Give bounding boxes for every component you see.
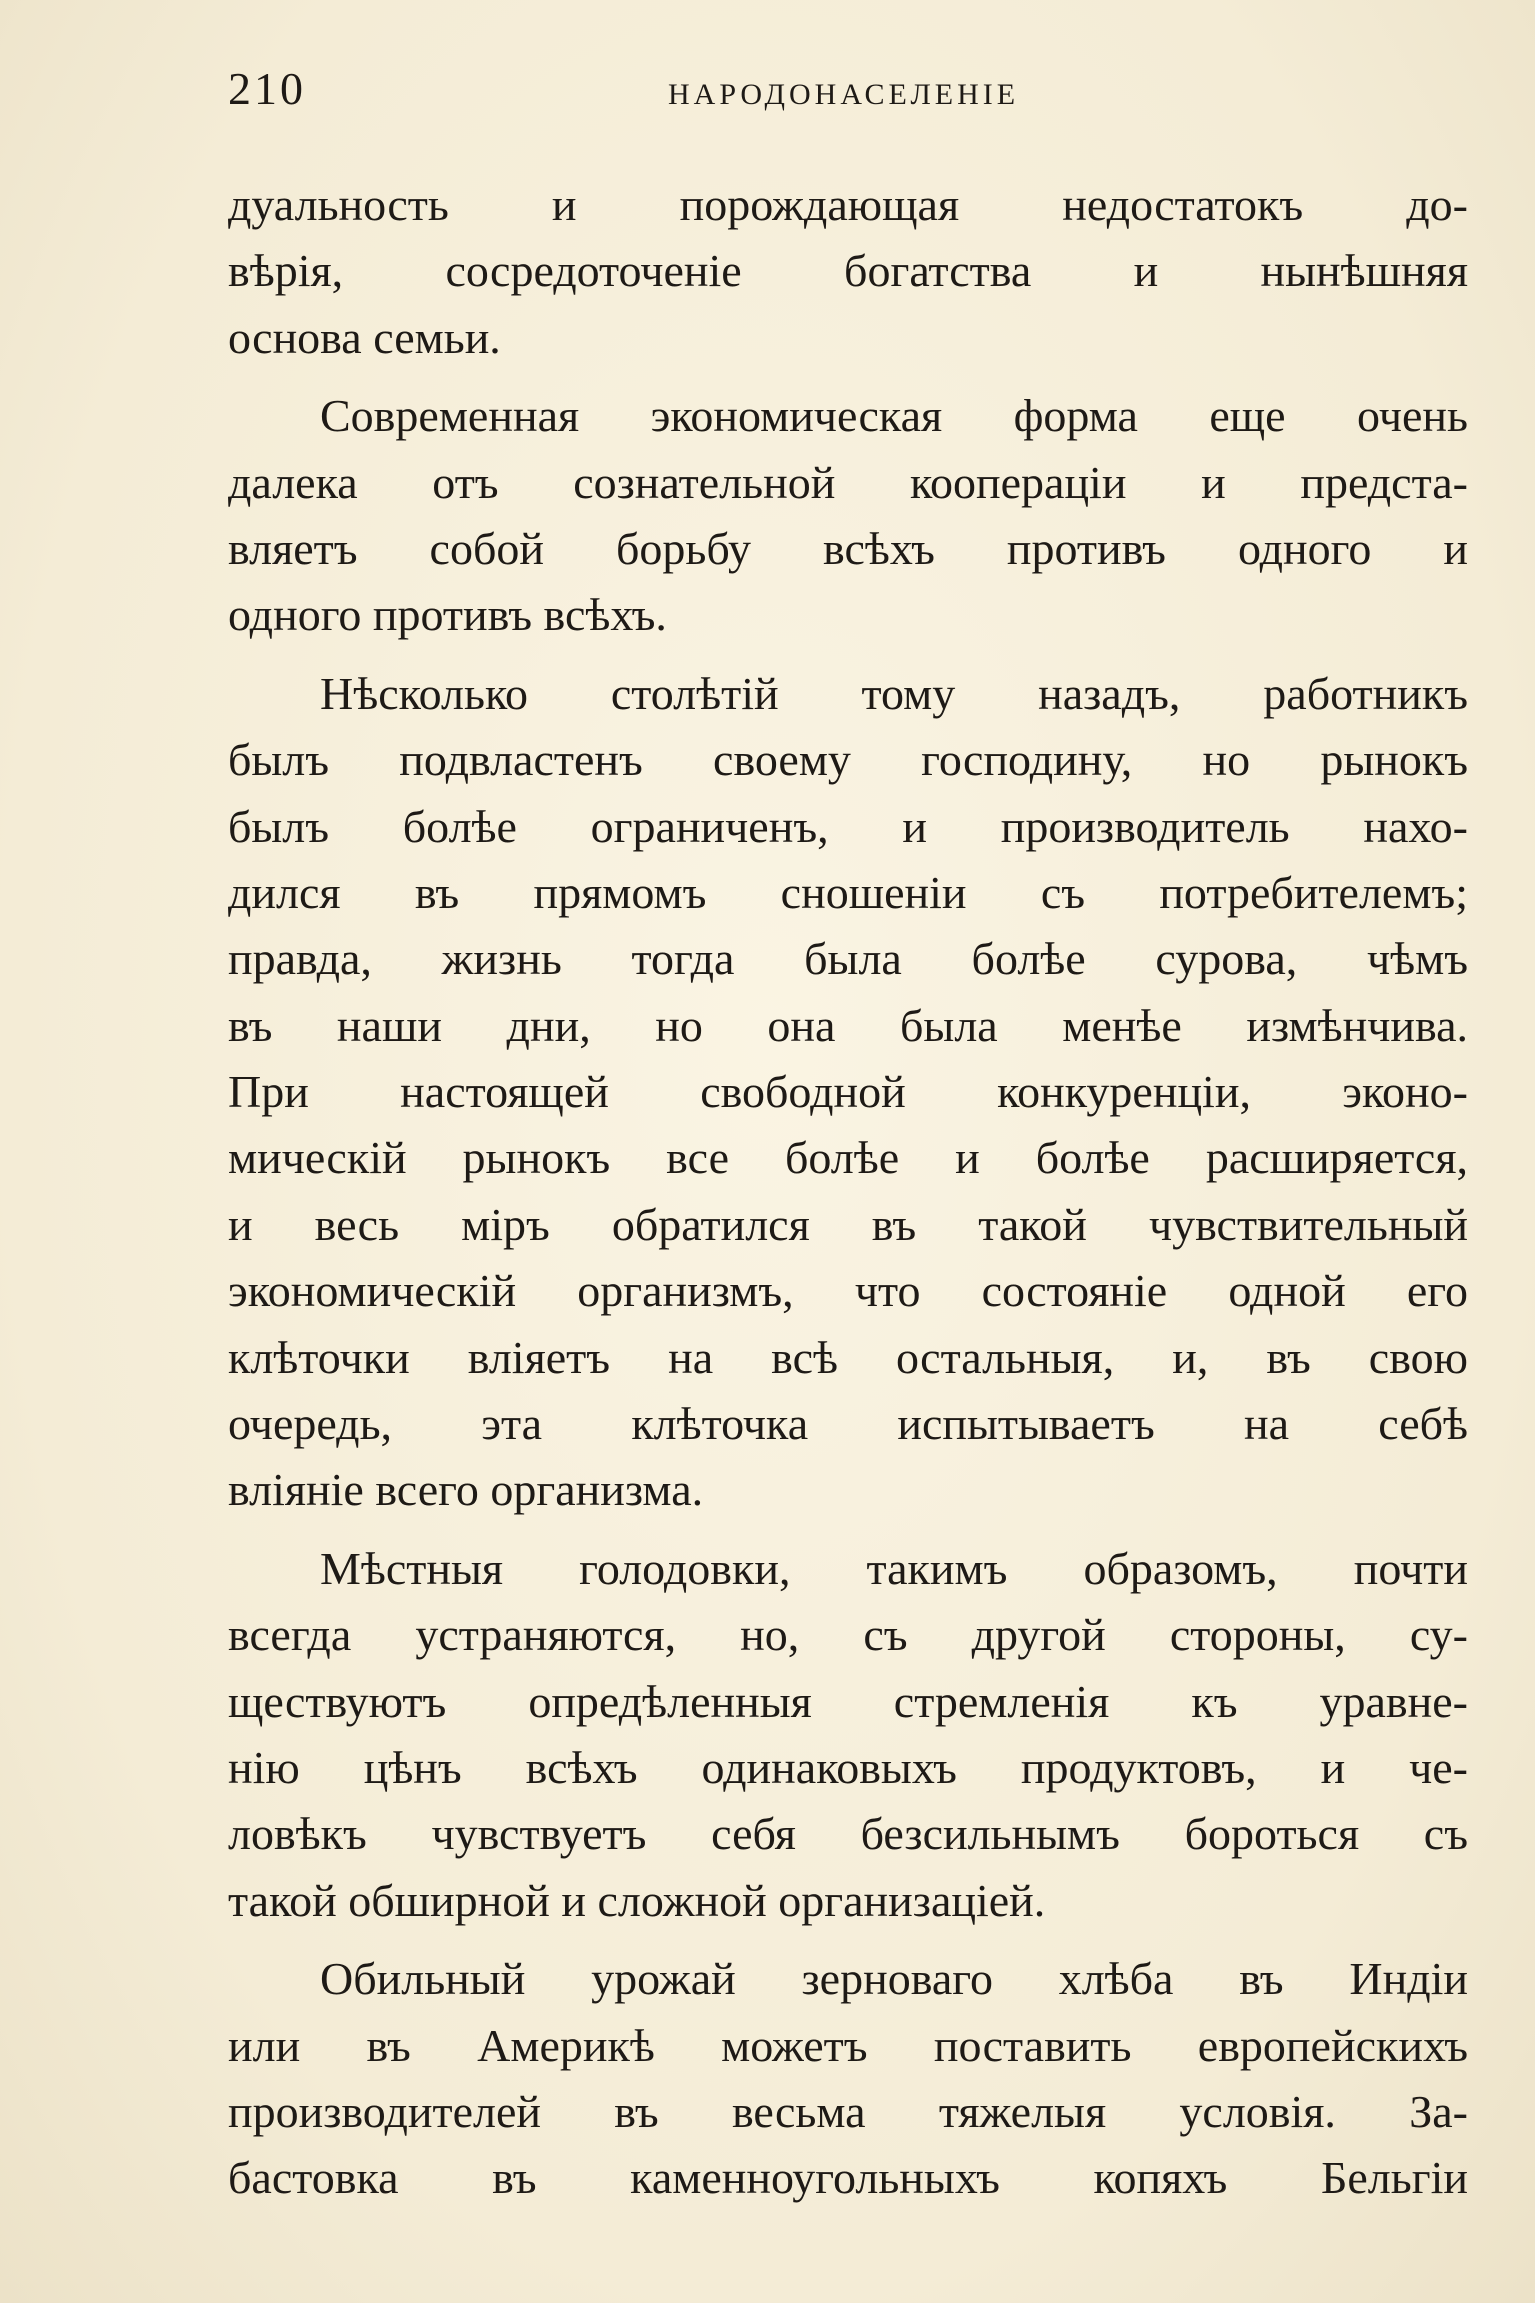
text-line: вѣрія, сосредоточеніе богатства и нынѣшняя xyxy=(228,245,1468,297)
paragraph xyxy=(228,1536,1468,1934)
text-line: нію цѣнъ всѣхъ одинаковыхъ продуктовъ, и че- xyxy=(228,1741,1468,1793)
text-line: Нѣсколько столѣтій тому назадъ, работникъ xyxy=(320,667,1468,719)
text-line: вліяніе всего организма. xyxy=(228,1464,704,1516)
text-line: былъ подвластенъ своему господину, но рынокъ xyxy=(228,734,1468,786)
text-line: или въ Америкѣ можетъ поставить европейскихъ xyxy=(228,2019,1468,2071)
text-line: основа семьи. xyxy=(228,311,501,363)
text-line: Обильный урожай зерноваго хлѣба въ Индіи xyxy=(320,1953,1468,2005)
paragraph xyxy=(228,661,1468,1524)
text-line: очередь, эта клѣточка испытываетъ на себѣ xyxy=(228,1398,1468,1450)
body-text xyxy=(228,172,1468,2252)
text-line: далека отъ сознательной коопераціи и предста- xyxy=(228,456,1468,508)
text-line: одного противъ всѣхъ. xyxy=(228,589,667,641)
text-line: ществуютъ опредѣленныя стремленія къ уравне- xyxy=(228,1675,1468,1727)
text-line: дуальность и порождающая недостатокъ до- xyxy=(228,179,1468,230)
text-line: мическій рынокъ все болѣе и болѣе расширяется, xyxy=(228,1132,1468,1184)
text-line: дился въ прямомъ сношеніи съ потребителемъ; xyxy=(228,866,1468,918)
text-line: производителей въ весьма тяжелыя условія. За- xyxy=(228,2085,1468,2137)
text-line: былъ болѣе ограниченъ, и производитель нахо- xyxy=(228,800,1468,852)
page-number: 210 xyxy=(228,63,306,114)
paragraph xyxy=(228,172,1468,371)
running-head: НАРОДОНАСЕЛЕНІЕ xyxy=(668,78,1020,111)
text-line: и весь міръ обратился въ такой чувствительный xyxy=(228,1198,1468,1250)
page-header xyxy=(228,62,1468,122)
text-line: При настоящей свободной конкуренціи, эконо- xyxy=(228,1066,1468,1118)
text-line: правда, жизнь тогда была болѣе сурова, чѣмъ xyxy=(228,933,1468,985)
text-line: Современная экономическая форма еще очень xyxy=(320,390,1468,442)
text-line: такой обширной и сложной организаціей. xyxy=(228,1874,1046,1926)
text-line: ловѣкъ чувствуетъ себя безсильнымъ бороться съ xyxy=(228,1808,1468,1860)
paragraph xyxy=(228,1946,1468,2212)
text-line: всегда устраняются, но, съ другой стороны, су- xyxy=(228,1609,1468,1661)
text-line: бастовка въ каменноугольныхъ копяхъ Бельгіи xyxy=(228,2152,1468,2204)
text-line: экономическій организмъ, что состояніе одной его xyxy=(228,1265,1468,1317)
paragraph xyxy=(228,383,1468,649)
text-line: Мѣстныя голодовки, такимъ образомъ, почти xyxy=(320,1542,1468,1594)
text-line: вляетъ собой борьбу всѣхъ противъ одного и xyxy=(228,522,1468,574)
text-line: клѣточки вліяетъ на всѣ остальныя, и, въ свою xyxy=(228,1331,1468,1383)
text-line: въ наши дни, но она была менѣе измѣнчива. xyxy=(228,999,1468,1051)
